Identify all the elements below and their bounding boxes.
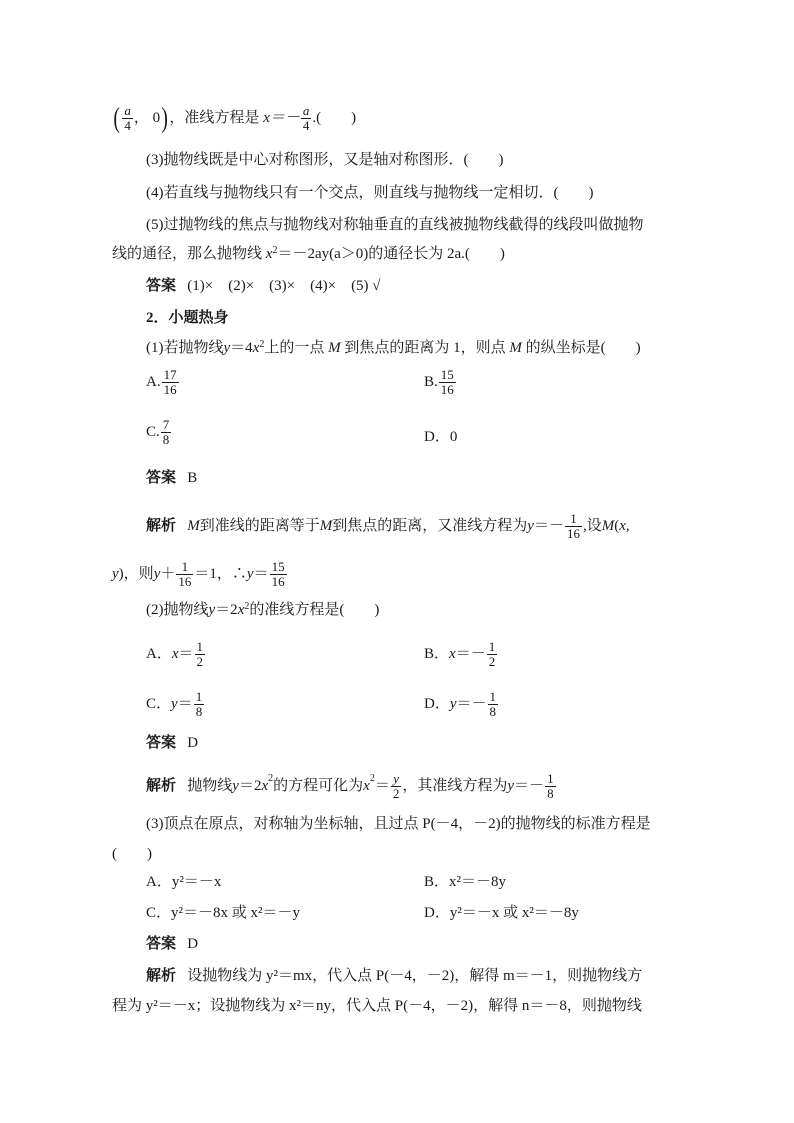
p1-option-b: B. $\frac{15}{16}$ xyxy=(424,367,454,397)
p1-option-d: D．0 xyxy=(424,429,458,445)
p3-option-a: A．y²＝－x xyxy=(146,874,222,890)
p2-analysis: 解析 抛物线$y=2x^2$的方程可化为$x^2=$ $\frac{y}{2}$ ，其准线方程为y＝－ $\frac{1}{8}$ xyxy=(146,771,554,801)
problem-1: (1)若抛物线$y=4x^2$上的一点 M 到焦点的距离为 1，则点 M 的纵坐标是( ) xyxy=(146,339,641,356)
problem-2: (2)抛物线$y=2x^2$的准线方程是( ) xyxy=(146,601,380,618)
question-3: (3)抛物线既是中心对称图形，又是轴对称图形．( ) xyxy=(146,152,504,168)
p1-analysis-line1: 解析 M到准线的距离等于M到焦点的距离，又准线方程为y＝－ $\frac{1}{16}$ ,设M(x, xyxy=(146,511,630,541)
p3-option-b: B．x²＝－8y xyxy=(424,874,507,890)
question-5-line2: 线的通径，那么抛物线 $x^2=-2ay(a>0)$的通径长为 2a.( ) xyxy=(112,245,505,262)
p3-answer: 答案 D xyxy=(146,936,199,952)
p3-analysis-line1: 解析 设抛物线为 y²＝mx，代入点 P(－4，－2)，解得 m＝－1，则抛物线方 xyxy=(146,968,643,984)
p2-option-b: B．x＝－ $\frac{1}{2}$ xyxy=(424,639,496,669)
p3-option-c: C．y²＝－8x 或 x²＝－y xyxy=(146,905,300,921)
p1-answer: 答案 B xyxy=(146,470,198,486)
question-4: (4)若直线与抛物线只有一个交点，则直线与抛物线一定相切．( ) xyxy=(146,185,594,201)
problem-3-line1: (3)顶点在原点，对称轴为坐标轴，且过点 P(－4，－2)的抛物线的标准方程是 xyxy=(146,816,651,832)
problem-3-line2: ( ) xyxy=(112,846,152,862)
question-5-line1: (5)过抛物线的焦点与抛物线对称轴垂直的直线被抛物线截得的线段叫做抛物 xyxy=(146,217,644,233)
p2-option-d: D．y＝－ $\frac{1}{8}$ xyxy=(424,689,497,719)
p2-option-a: A．x＝ $\frac{1}{2}$ xyxy=(146,639,204,669)
p2-answer: 答案 D xyxy=(146,735,199,751)
p3-option-d: D．y²＝－x 或 x²＝－8y xyxy=(424,905,579,921)
p1-option-a: A. $\frac{17}{16}$ xyxy=(146,367,177,397)
p3-analysis-line2: 程为 y²＝－x；设抛物线为 x²＝ny，代入点 P(－4，－2)，解得 n＝－8，则抛物线 xyxy=(112,998,642,1014)
section-2-title: 2．小题热身 xyxy=(146,310,229,326)
q2-tail-line: ( $\frac{a}{4}$ ， 0)，准线方程是 x＝－ $\frac{a}{4}$ .( ) xyxy=(113,102,357,134)
p1-option-c: C. $\frac{7}{8}$ xyxy=(146,417,170,447)
answer-1: 答案 (1)× (2)× (3)× (4)× (5) √ xyxy=(146,278,381,294)
p1-analysis-line2: y)，则y＋ $\frac{1}{16}$ ＝1，∴y＝ $\frac{15}{16}$ xyxy=(112,559,285,589)
p2-option-c: C．y＝ $\frac{1}{8}$ xyxy=(146,689,203,719)
